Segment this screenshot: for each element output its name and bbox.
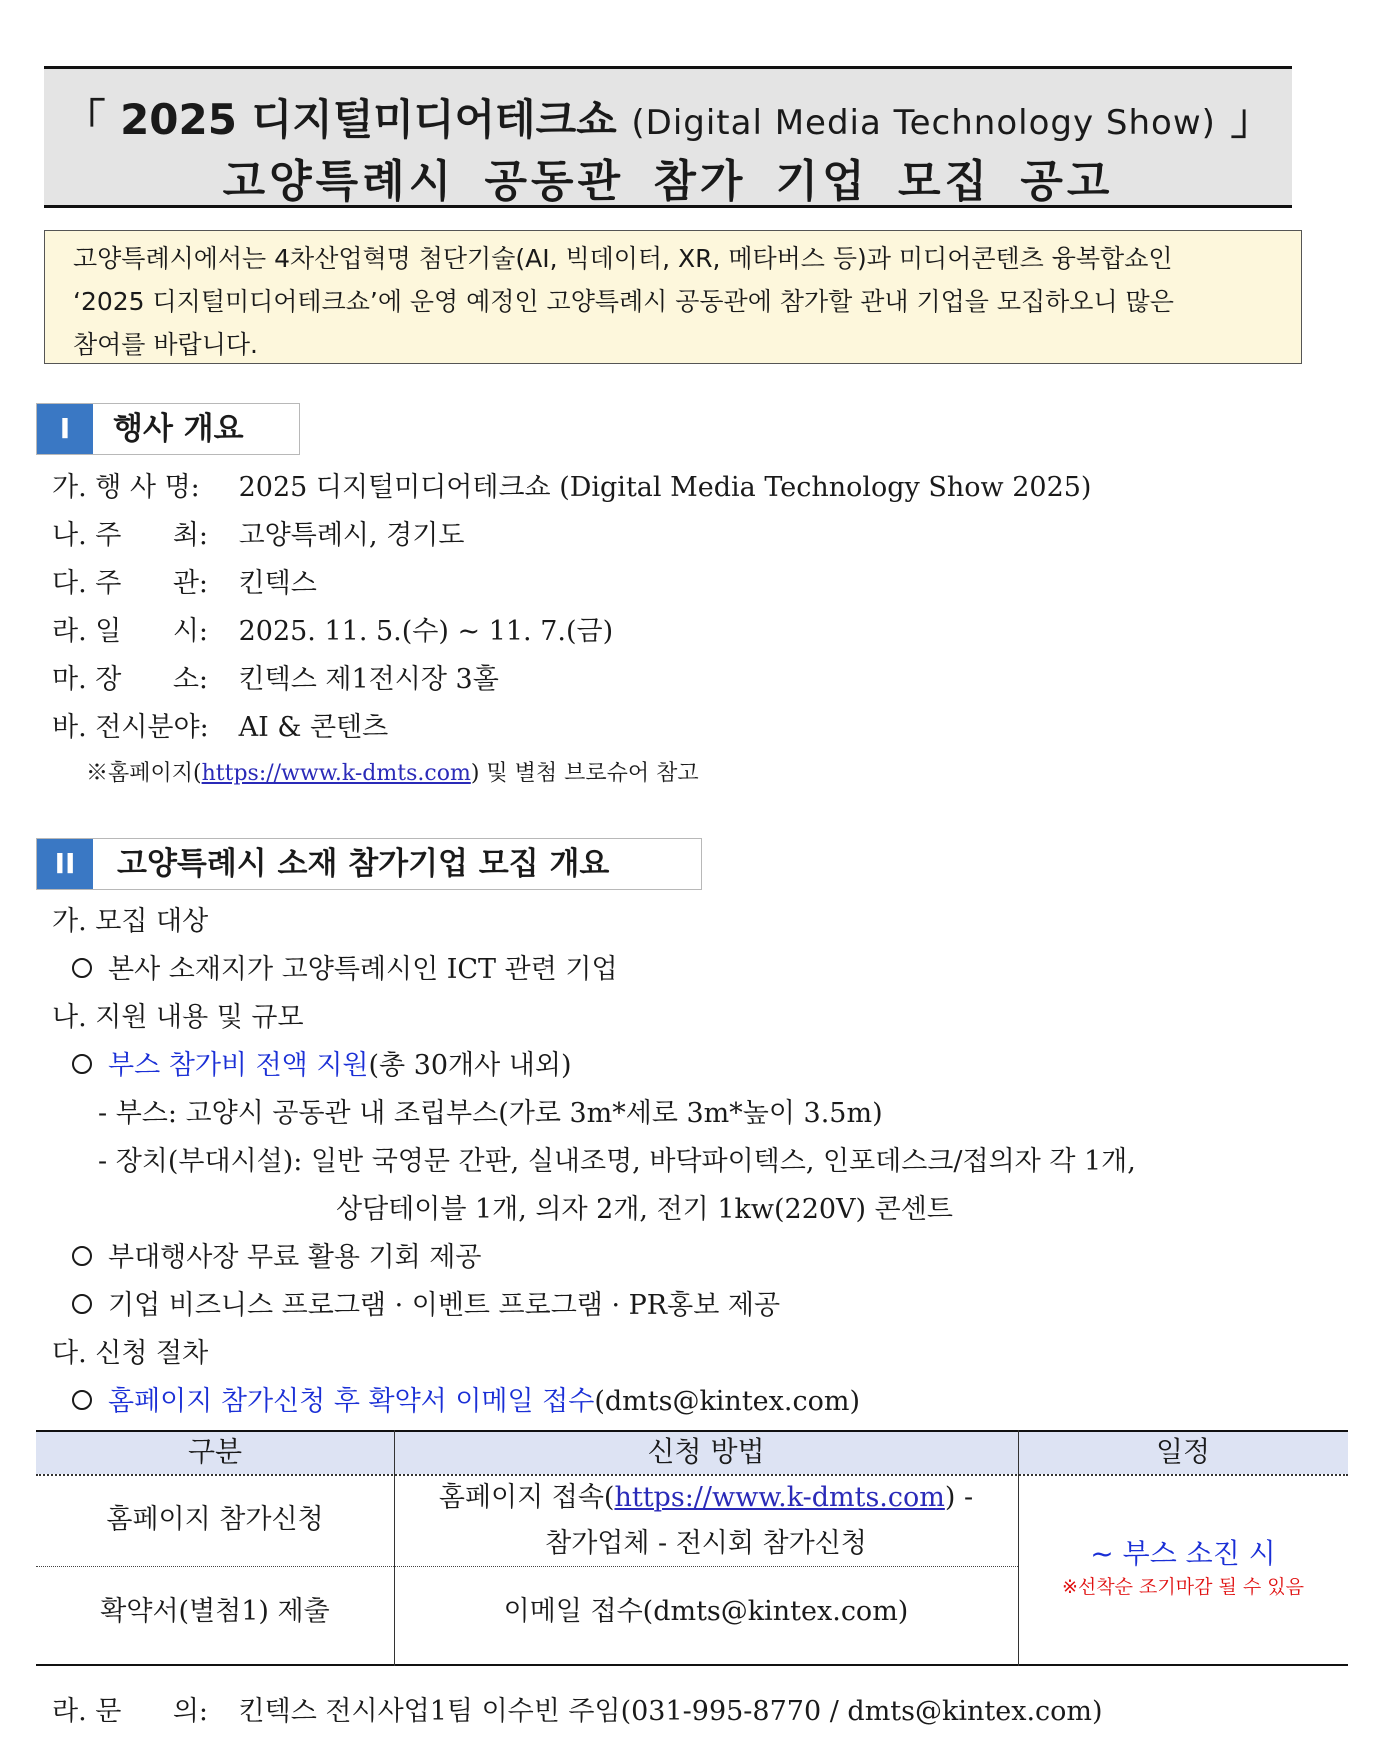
venue-label: 마. 장 소:: [52, 664, 209, 695]
event-name-value: 2025 디지털미디어테크쇼 (Digital Media Technology Show 2025): [238, 472, 1092, 503]
organizer-value: 킨텍스: [238, 568, 317, 599]
row1-method-suffix: ) -: [944, 1482, 974, 1513]
contact-label: 라. 문 의:: [52, 1696, 209, 1727]
date-value: 2025. 11. 5.(수) ~ 11. 7.(금): [238, 616, 614, 647]
organizer-label: 다. 주 관:: [52, 568, 209, 599]
host-row: [52, 518, 464, 554]
support-item3-text: 기업 비즈니스 프로그램 · 이벤트 프로그램 · PR홍보 제공: [108, 1290, 781, 1321]
header-schedule: 일정: [1155, 1435, 1211, 1468]
support-item3: [72, 1288, 780, 1324]
booth-sub: - 부스: 고양시 공동관 내 조립부스(가로 3m*세로 3m*높이 3.5m): [98, 1098, 883, 1129]
date-row: [52, 614, 613, 650]
contact-value: 킨텍스 전시사업1팀 이수빈 주임(031-995-8770 / dmts@kintex.com): [238, 1696, 1103, 1727]
circle-bullet-icon: [72, 1246, 92, 1266]
target-label: 가. 모집 대상: [52, 906, 209, 937]
section2-header: [36, 838, 702, 890]
table-row-divider: [36, 1566, 1018, 1567]
circle-bullet-icon: [72, 1390, 92, 1410]
title-sub: (Digital Media Technology Show): [631, 103, 1216, 143]
title-main: 「 2025 디지털미디어테크쇼: [63, 95, 617, 144]
schedule-value: ~ 부스 소진 시: [1090, 1537, 1276, 1570]
intro-line2: ‘2025 디지털미디어테크쇼’에 운영 예정인 고양특례시 공동관에 참가할 관내 기업을 모집하오니 많은: [73, 287, 1174, 316]
target-item: [72, 952, 618, 988]
section1-number: I: [37, 404, 93, 454]
row1-category: 홈페이지 참가신청: [106, 1504, 324, 1535]
equipment-sub-cont: 상담테이블 1개, 의자 2개, 전기 1kw(220V) 콘센트: [336, 1194, 953, 1225]
field-row: [52, 710, 388, 746]
procedure-item: [72, 1384, 860, 1420]
intro-line1: 고양특례시에서는 4차산업혁명 첨단기술(AI, 빅데이터, XR, 메타버스 등)과 미디어콘텐츠 융복합쇼인: [73, 244, 1173, 273]
title-box: [44, 66, 1292, 208]
circle-bullet-icon: [72, 1054, 92, 1074]
circle-bullet-icon: [72, 1294, 92, 1314]
procedure-item-rest: (dmts@kintex.com): [594, 1386, 860, 1417]
row1-method-line2: 참가업체 - 전시회 참가신청: [545, 1528, 867, 1559]
table-bottom-border: [36, 1664, 1348, 1666]
section1-title: 행사 개요: [113, 411, 244, 447]
support-highlight: 부스 참가비 전액 지원: [108, 1050, 369, 1081]
organizer-row: [52, 566, 317, 602]
row1-method-line1: [394, 1476, 1018, 1520]
field-label: 바. 전시분야:: [52, 712, 209, 743]
header-method: 신청 방법: [647, 1435, 765, 1468]
title-line2: 고양특례시 공동관 참가 기업 모집 공고: [222, 156, 1114, 207]
row1-method-prefix: 홈페이지 접속(: [438, 1482, 615, 1513]
equipment-sub: - 장치(부대시설): 일반 국영문 간판, 실내조명, 바닥파이텍스, 인포데스크/접의자 각 1개,: [98, 1146, 1136, 1177]
host-label: 나. 주 최:: [52, 520, 209, 551]
title-end: 」: [1230, 95, 1273, 144]
support-item1: [72, 1048, 572, 1084]
support-item2: [72, 1240, 481, 1276]
event-name-row: [52, 470, 1091, 506]
section2-title: 고양특례시 소재 참가기업 모집 개요: [117, 846, 610, 882]
procedure-highlight: 홈페이지 참가신청 후 확약서 이메일 접수: [108, 1386, 595, 1417]
field-value: AI & 콘텐츠: [238, 712, 389, 743]
note-prefix: ※홈페이지(: [86, 761, 202, 786]
venue-value: 킨텍스 제1전시장 3홀: [238, 664, 499, 695]
procedure-label: 다. 신청 절차: [52, 1338, 209, 1369]
support-label: 나. 지원 내용 및 규모: [52, 1002, 304, 1033]
venue-row: [52, 662, 499, 698]
header-category: 구분: [187, 1435, 243, 1468]
title-line1: [44, 87, 1292, 147]
support-item2-text: 부대행사장 무료 활용 기회 제공: [108, 1242, 482, 1273]
support-item1-rest: (총 30개사 내외): [368, 1050, 572, 1081]
homepage-note: [86, 756, 699, 792]
row1-homepage-link[interactable]: https://www.k-dmts.com: [614, 1482, 945, 1513]
target-item-text: 본사 소재지가 고양특례시인 ICT 관련 기업: [108, 954, 618, 985]
section2-number: II: [37, 839, 93, 889]
host-value: 고양특례시, 경기도: [238, 520, 465, 551]
row2-method: 이메일 접수(dmts@kintex.com): [503, 1596, 909, 1627]
note-suffix: ) 및 별첨 브로슈어 참고: [470, 761, 699, 786]
contact-row: [52, 1694, 1103, 1730]
date-label: 라. 일 시:: [52, 616, 209, 647]
schedule-note: ※선착순 조기마감 될 수 있음: [1062, 1576, 1304, 1598]
row2-category: 확약서(별첨1) 제출: [100, 1596, 330, 1627]
application-table: [36, 1430, 1348, 1666]
intro-box: [44, 230, 1302, 364]
section1-header: [36, 403, 300, 455]
homepage-link[interactable]: https://www.k-dmts.com: [201, 761, 471, 786]
circle-bullet-icon: [72, 958, 92, 978]
intro-line3: 참여를 바랍니다.: [73, 330, 258, 359]
event-name-label: 가. 행 사 명:: [52, 472, 200, 503]
